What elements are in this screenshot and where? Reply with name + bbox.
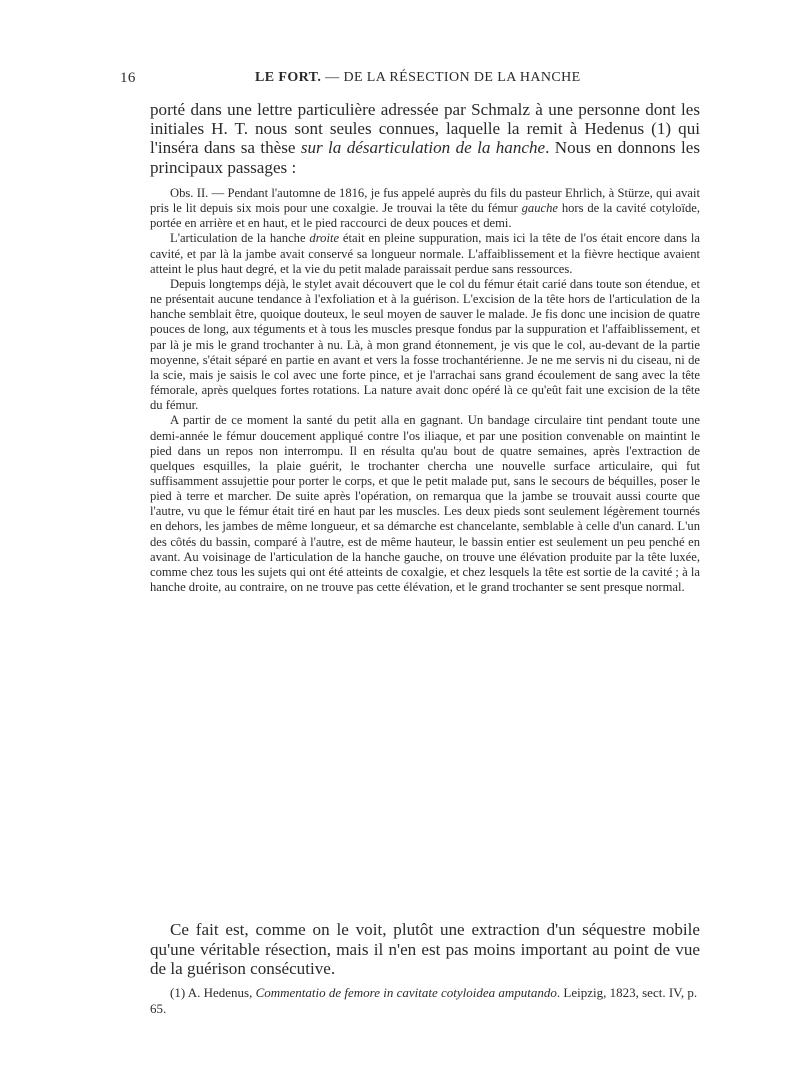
observation-paragraph: Depuis longtemps déjà, le stylet avait découvert que le col du fémur était carié dans toute son étendue, et ne présentait aucune tendance à l'exfoliation et à la guérison. L'excision de la tête hors de l'articulation de la hanche semblait être, quoique douteux, le seul moyen de sauver le malade. Je fis donc une incision de quatre pouces de long, aux téguments et à tous les muscles presque fondus par la suppuration et l'affaiblissement, et par là je mis le grand trochanter à nu. Là, à mon grand étonnement, je vis que le col, au-devant de la partie moyenne, s'était séparé en partie en avant et vers la fosse trochantérienne. Je ne me servis ni du ciseau, ni de la scie, mais je saisis le col avec une forte pince, et je l'arrachai sans grand écoulement de sang avec la tête fémorale, après quelques fortes rotations. La nature avait donc opéré là ce qu'eût fait une excision de la tête du fémur. [150, 276, 700, 413]
intro-text-part2: . Nous en donnons les principaux passages : [150, 138, 701, 177]
author-name: LE FORT. [255, 70, 322, 85]
footnote-text-part1: (1) A. Hedenus, [170, 985, 256, 1000]
intro-text-part1: porté dans une lettre particulière adressée par Schmalz à une personne dont les initiales H. T. nous sont seules connues, laquelle la remit à Hedenus (1) qui l'inséra dans sa thèse [150, 100, 700, 158]
footnote-text-part2: . Leipzig, 1823, sect. IV, p. 65. [150, 985, 698, 1016]
conclusion-text: Ce fait est, comme on le voit, plutôt une extraction d'un séquestre mobile qu'une véritable résection, mais il n'en est pas moins important au point de vue de la guérison consécutive. [150, 920, 700, 979]
page-number: 16 [120, 70, 136, 86]
observation-paragraph: A partir de ce moment la santé du petit alla en gagnant. Un bandage circulaire tint pendant toute une demi-année le fémur doucement appliqué contre l'os iliaque, et par une position convenable on maintint le pied dans un repos non interrompu. Il en résulta qu'au bout de quatre semaines, après l'extraction de quelques esquilles, la plaie guérit, le trochanter chercha une nouvelle surface articulaire, qui fut suffisamment assujettie pour porter le corps, et que le petit malade put, sans le secours de béquilles, poser le pied à terre et marcher. De suite après l'opération, on remarqua que la jambe se trouvait aussi courte que l'autre, vu que le fémur était tiré en haut par les muscles. Les deux pieds sont seulement légèrement tournés en dehors, les jambes de même longueur, et sa démarche est chancelante, semblable à celle d'un canard. L'un des côtés du bassin, comparé à l'autre, est de même hauteur, le bassin entier est seulement un peu penché en avant. Au voisinage de l'articulation de la hanche gauche, on trouve une élévation produite par la tête luxée, comme chez tous les sujets qui ont été atteints de coxalgie, et chez lesquels la tête est sortie de la cavité ; à la hanche droite, au contraire, on ne trouve pas cette élévation, et le grand trochanter se sent presque normal. [150, 413, 700, 595]
thesis-title: sur la désarticulation de la hanche [300, 138, 546, 158]
conclusion-paragraph [150, 920, 700, 979]
observation-paragraph [150, 231, 700, 276]
chapter-title: — DE LA RÉSECTION DE LA HANCHE [325, 70, 581, 85]
observation-text: L'articulation de la hanche [170, 231, 310, 246]
observation-block [150, 186, 700, 595]
running-title [255, 70, 581, 86]
observation-text: Obs. II. — Pendant l'automne de 1816, je fus appelé auprès du fils du pasteur Ehrlich, à Stürze, qui avait pris le lit depuis six mois pour une coxalgie. Je trouvai la tête du fémur [150, 186, 700, 216]
running-header [120, 70, 700, 96]
observation-paragraph [150, 186, 700, 231]
footnote [150, 985, 700, 1017]
observation-text: hors de la cavité cotyloïde, portée en arrière et en haut, et le pied raccourci de deux pouces et demi. [150, 201, 700, 231]
intro-paragraph [150, 100, 700, 177]
observation-text: était en pleine suppuration, mais ici la tête de l'os était encore dans la cavité, et par là la jambe avait conservé sa longueur normale. L'affaiblissement et la fièvre hectique avaient atteint le plus haut degré, et la vie du petit malade paraissait perdue sans ressources. [150, 231, 701, 276]
footnote-source-title: Commentatio de femore in cavitate cotyloidea amputando [255, 985, 557, 1000]
observation-emphasis: gauche [521, 201, 558, 216]
observation-emphasis: droite [309, 231, 340, 246]
